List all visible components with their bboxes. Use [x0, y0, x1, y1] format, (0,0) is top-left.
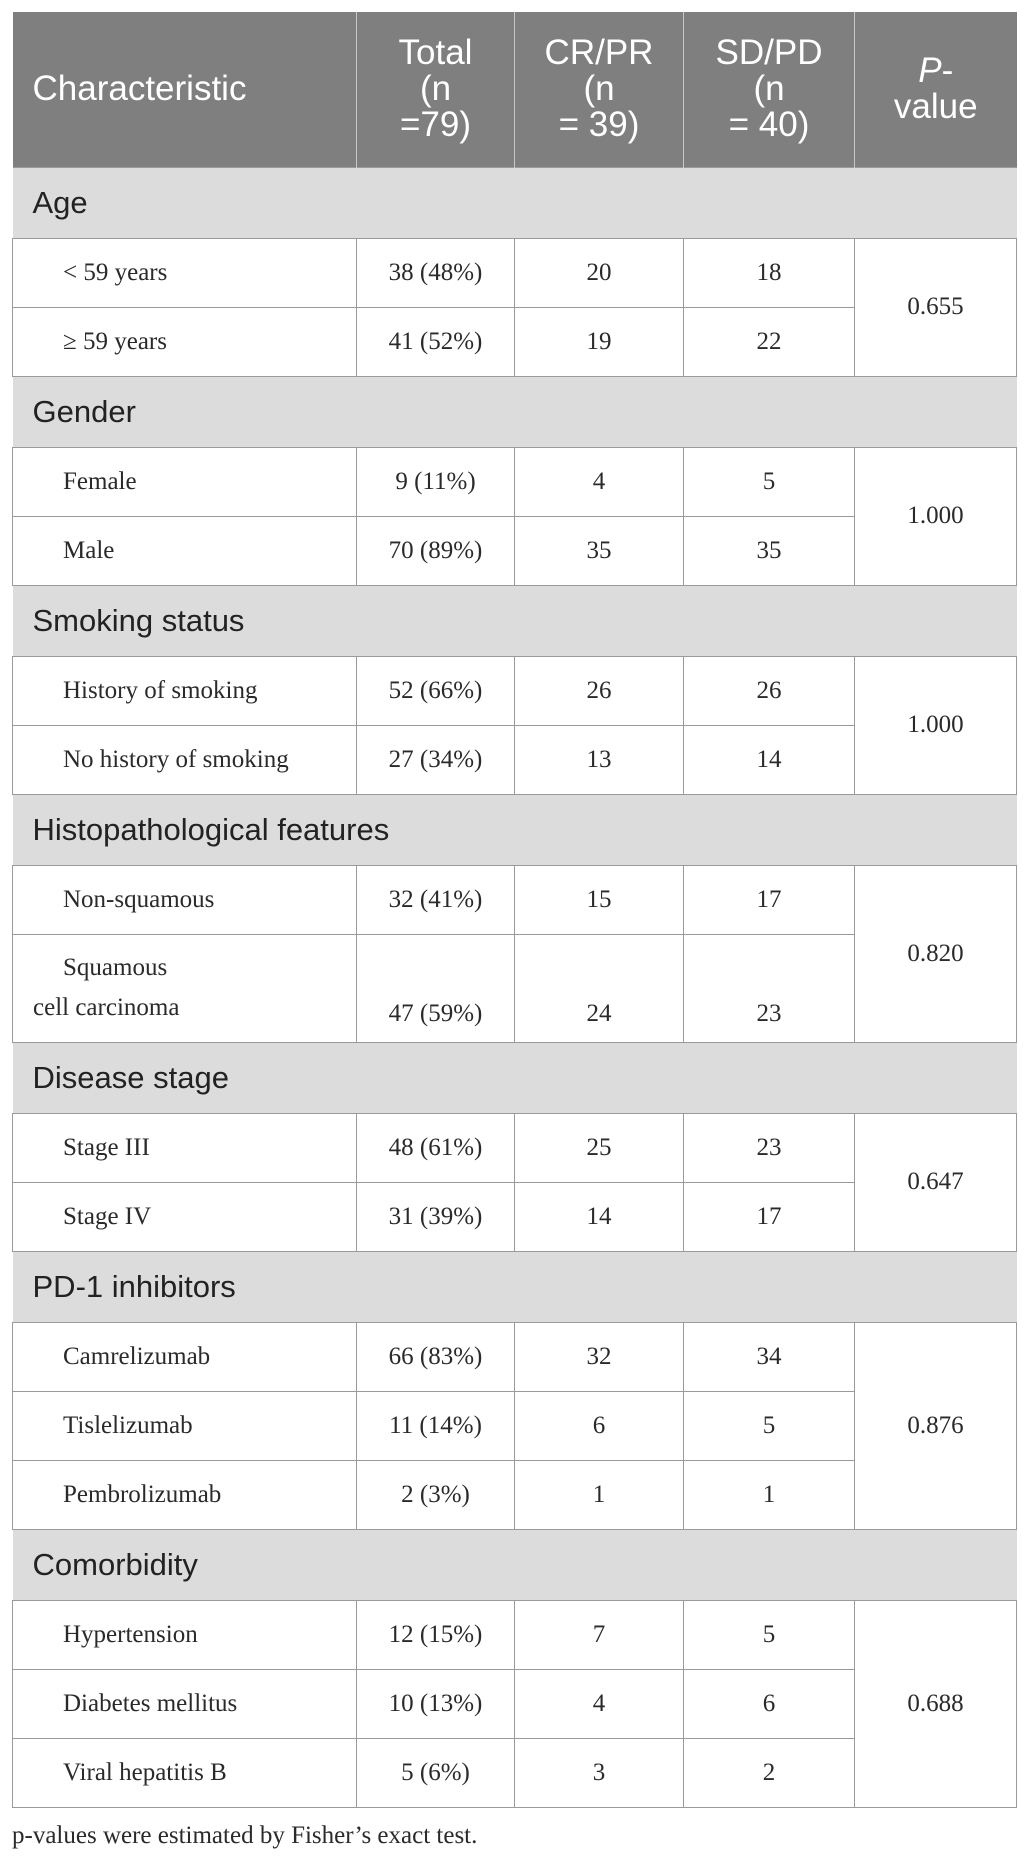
header-total: Total (n =79): [357, 12, 515, 167]
header-p-value: P- value: [855, 12, 1017, 167]
table-row: [13, 238, 1017, 307]
section-title: PD-1 inhibitors: [13, 1251, 1017, 1322]
cell-total: 52 (66%): [357, 656, 515, 725]
table-row: [13, 865, 1017, 934]
section-comorbidity: [13, 1529, 1017, 1600]
cell-total: 47 (59%): [357, 934, 515, 1042]
cell-sdpd: 17: [684, 865, 855, 934]
cell-total: 66 (83%): [357, 1322, 515, 1391]
cell-crpr: 20: [515, 238, 684, 307]
cell-p-value: 0.655: [855, 238, 1017, 376]
row-label: Stage III: [13, 1113, 357, 1182]
row-label: No history of smoking: [13, 725, 357, 794]
cell-crpr: 4: [515, 447, 684, 516]
row-label: < 59 years: [13, 238, 357, 307]
cell-p-value: 1.000: [855, 447, 1017, 585]
cell-sdpd: 26: [684, 656, 855, 725]
cell-sdpd: 22: [684, 307, 855, 376]
cell-crpr: 13: [515, 725, 684, 794]
cell-sdpd: 14: [684, 725, 855, 794]
header-row: [13, 12, 1017, 167]
section-title: Comorbidity: [13, 1529, 1017, 1600]
cell-total: 2 (3%): [357, 1460, 515, 1529]
cell-crpr: 14: [515, 1182, 684, 1251]
table-row: [13, 1600, 1017, 1669]
row-label: Male: [13, 516, 357, 585]
cell-p-value: 0.876: [855, 1322, 1017, 1529]
section-title: Disease stage: [13, 1042, 1017, 1113]
section-age: [13, 167, 1017, 238]
cell-total: 41 (52%): [357, 307, 515, 376]
cell-crpr: 32: [515, 1322, 684, 1391]
cell-sdpd: 23: [684, 934, 855, 1042]
header-sdpd: SD/PD (n = 40): [684, 12, 855, 167]
table-row: [13, 1113, 1017, 1182]
cell-crpr: 4: [515, 1669, 684, 1738]
section-title: Age: [13, 167, 1017, 238]
cell-crpr: 19: [515, 307, 684, 376]
row-label: [13, 934, 357, 1042]
cell-sdpd: 1: [684, 1460, 855, 1529]
cell-crpr: 1: [515, 1460, 684, 1529]
cell-sdpd: 5: [684, 447, 855, 516]
cell-sdpd: 5: [684, 1391, 855, 1460]
cell-sdpd: 17: [684, 1182, 855, 1251]
footnote: p-values were estimated by Fisher’s exact test.: [12, 1821, 478, 1849]
cell-p-value: 1.000: [855, 656, 1017, 794]
section-disease-stage: [13, 1042, 1017, 1113]
row-label: Viral hepatitis B: [13, 1738, 357, 1807]
section-title: Gender: [13, 376, 1017, 447]
cell-total: 12 (15%): [357, 1600, 515, 1669]
section-title: Histopathological features: [13, 794, 1017, 865]
section-histopathological: [13, 794, 1017, 865]
cell-crpr: 3: [515, 1738, 684, 1807]
cell-p-value: 0.688: [855, 1600, 1017, 1807]
cell-crpr: 35: [515, 516, 684, 585]
cell-total: 70 (89%): [357, 516, 515, 585]
row-label: Non-squamous: [13, 865, 357, 934]
section-gender: [13, 376, 1017, 447]
row-label-line2: cell carcinoma: [33, 994, 180, 1021]
row-label: Camrelizumab: [13, 1322, 357, 1391]
cell-sdpd: 34: [684, 1322, 855, 1391]
section-title: Smoking status: [13, 585, 1017, 656]
cell-sdpd: 23: [684, 1113, 855, 1182]
row-label: Diabetes mellitus: [13, 1669, 357, 1738]
cell-crpr: 25: [515, 1113, 684, 1182]
cell-total: 27 (34%): [357, 725, 515, 794]
cell-crpr: 26: [515, 656, 684, 725]
table-container: [12, 12, 1016, 1850]
cell-p-value: 0.820: [855, 865, 1017, 1042]
cell-total: 32 (41%): [357, 865, 515, 934]
table-header: [13, 12, 1017, 167]
header-crpr: CR/PR (n = 39): [515, 12, 684, 167]
cell-crpr: 24: [515, 934, 684, 1042]
cell-total: 31 (39%): [357, 1182, 515, 1251]
cell-sdpd: 35: [684, 516, 855, 585]
row-label: Hypertension: [13, 1600, 357, 1669]
cell-sdpd: 2: [684, 1738, 855, 1807]
row-label: Tislelizumab: [13, 1391, 357, 1460]
characteristics-table: [12, 12, 1017, 1808]
cell-crpr: 6: [515, 1391, 684, 1460]
section-smoking: [13, 585, 1017, 656]
table-row: [13, 1322, 1017, 1391]
table-row: [13, 656, 1017, 725]
cell-sdpd: 6: [684, 1669, 855, 1738]
row-label: ≥ 59 years: [13, 307, 357, 376]
cell-sdpd: 5: [684, 1600, 855, 1669]
row-label: Pembrolizumab: [13, 1460, 357, 1529]
cell-total: 5 (6%): [357, 1738, 515, 1807]
cell-sdpd: 18: [684, 238, 855, 307]
cell-total: 48 (61%): [357, 1113, 515, 1182]
table-body: [13, 167, 1017, 1807]
row-label: Stage IV: [13, 1182, 357, 1251]
cell-total: 11 (14%): [357, 1391, 515, 1460]
cell-crpr: 7: [515, 1600, 684, 1669]
cell-total: 38 (48%): [357, 238, 515, 307]
table-row: [13, 447, 1017, 516]
header-characteristic: Characteristic: [13, 12, 357, 167]
section-pd1-inhibitors: [13, 1251, 1017, 1322]
row-label: Female: [13, 447, 357, 516]
cell-crpr: 15: [515, 865, 684, 934]
cell-total: 10 (13%): [357, 1669, 515, 1738]
row-label-line1: Squamous: [63, 954, 168, 981]
cell-total: 9 (11%): [357, 447, 515, 516]
row-label: History of smoking: [13, 656, 357, 725]
cell-p-value: 0.647: [855, 1113, 1017, 1251]
